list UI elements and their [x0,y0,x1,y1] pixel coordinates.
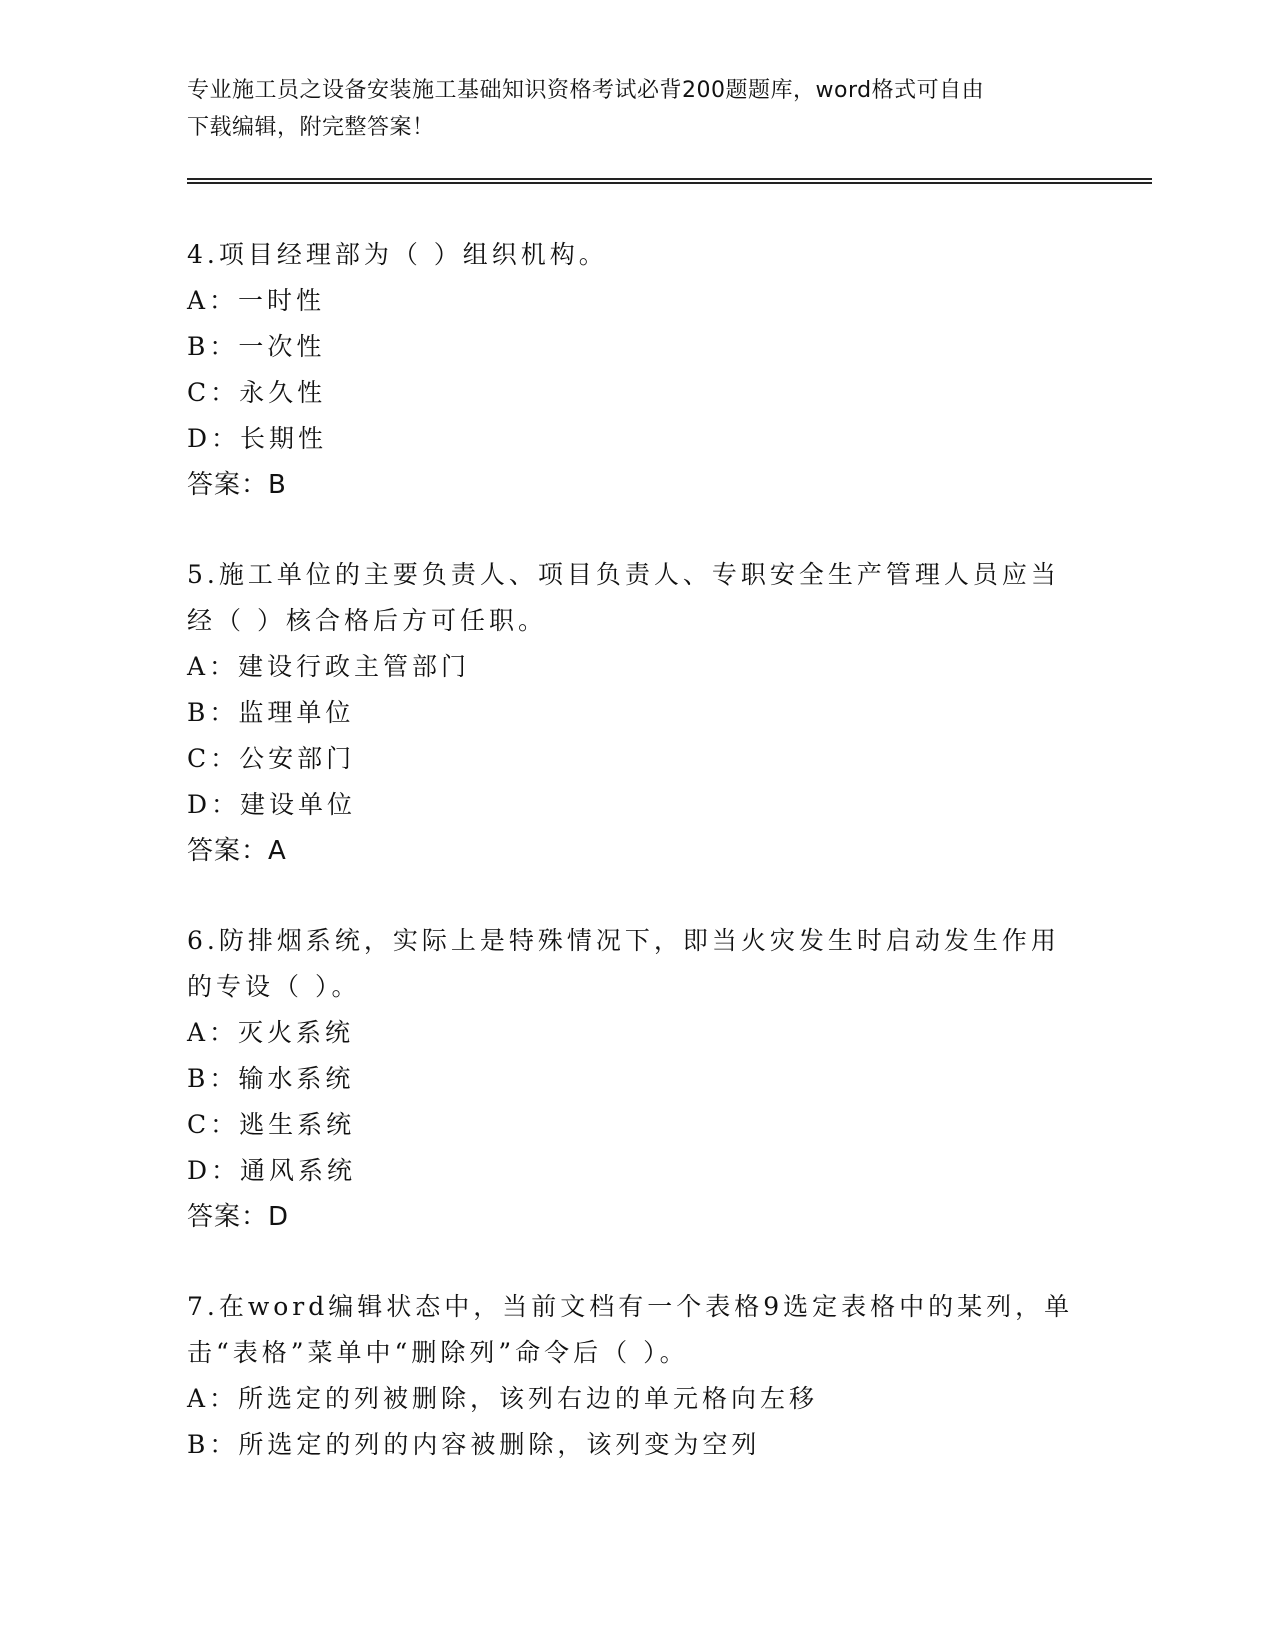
question-text-line-2: 击“表格”菜单中“删除列”命令后（ ）。 [187,1338,689,1367]
option-b: B：监理单位 [187,698,355,727]
option-d: D：建设单位 [187,790,357,819]
question-list [187,232,1087,1512]
header-line-1: 专业施工员之设备安装施工基础知识资格考试必背200题题库，word格式可自由 [187,78,985,103]
option-a: A：一时性 [187,286,326,315]
question-5 [187,552,1087,874]
option-c: C：公安部门 [187,744,356,773]
question-6 [187,918,1087,1240]
answer-label: 答案：A [187,836,287,866]
question-text-line-2: 的专设（ ）。 [187,972,361,1001]
question-4 [187,232,1087,508]
question-text-line-1: 6.防排烟系统，实际上是特殊情况下，即当火灾发生时启动发生作用 [187,926,1060,955]
answer-label: 答案：B [187,470,287,500]
option-b: B：输水系统 [187,1064,355,1093]
document-header [187,72,1067,146]
header-divider-top [187,178,1152,180]
option-b: B：一次性 [187,332,326,361]
question-text-line-1: 5.施工单位的主要负责人、项目负责人、专职安全生产管理人员应当 [187,560,1060,589]
header-line-2: 下载编辑，附完整答案！ [187,115,435,140]
header-divider-bottom [187,182,1152,184]
option-c: C：永久性 [187,378,327,407]
option-b: B：所选定的列的内容被删除，该列变为空列 [187,1430,761,1459]
option-d: D：长期性 [187,424,328,453]
option-d: D：通风系统 [187,1156,357,1185]
option-a: A：所选定的列被删除，该列右边的单元格向左移 [187,1384,819,1413]
option-a: A：建设行政主管部门 [187,652,471,681]
question-7 [187,1284,1087,1468]
option-a: A：灭火系统 [187,1018,355,1047]
question-text: 4.项目经理部为（ ）组织机构。 [187,240,608,269]
answer-label: 答案：D [187,1202,290,1232]
question-text-line-2: 经（ ）核合格后方可任职。 [187,606,547,635]
question-text-line-1: 7.在word编辑状态中，当前文档有一个表格9选定表格中的某列，单 [187,1292,1074,1321]
option-c: C：逃生系统 [187,1110,356,1139]
